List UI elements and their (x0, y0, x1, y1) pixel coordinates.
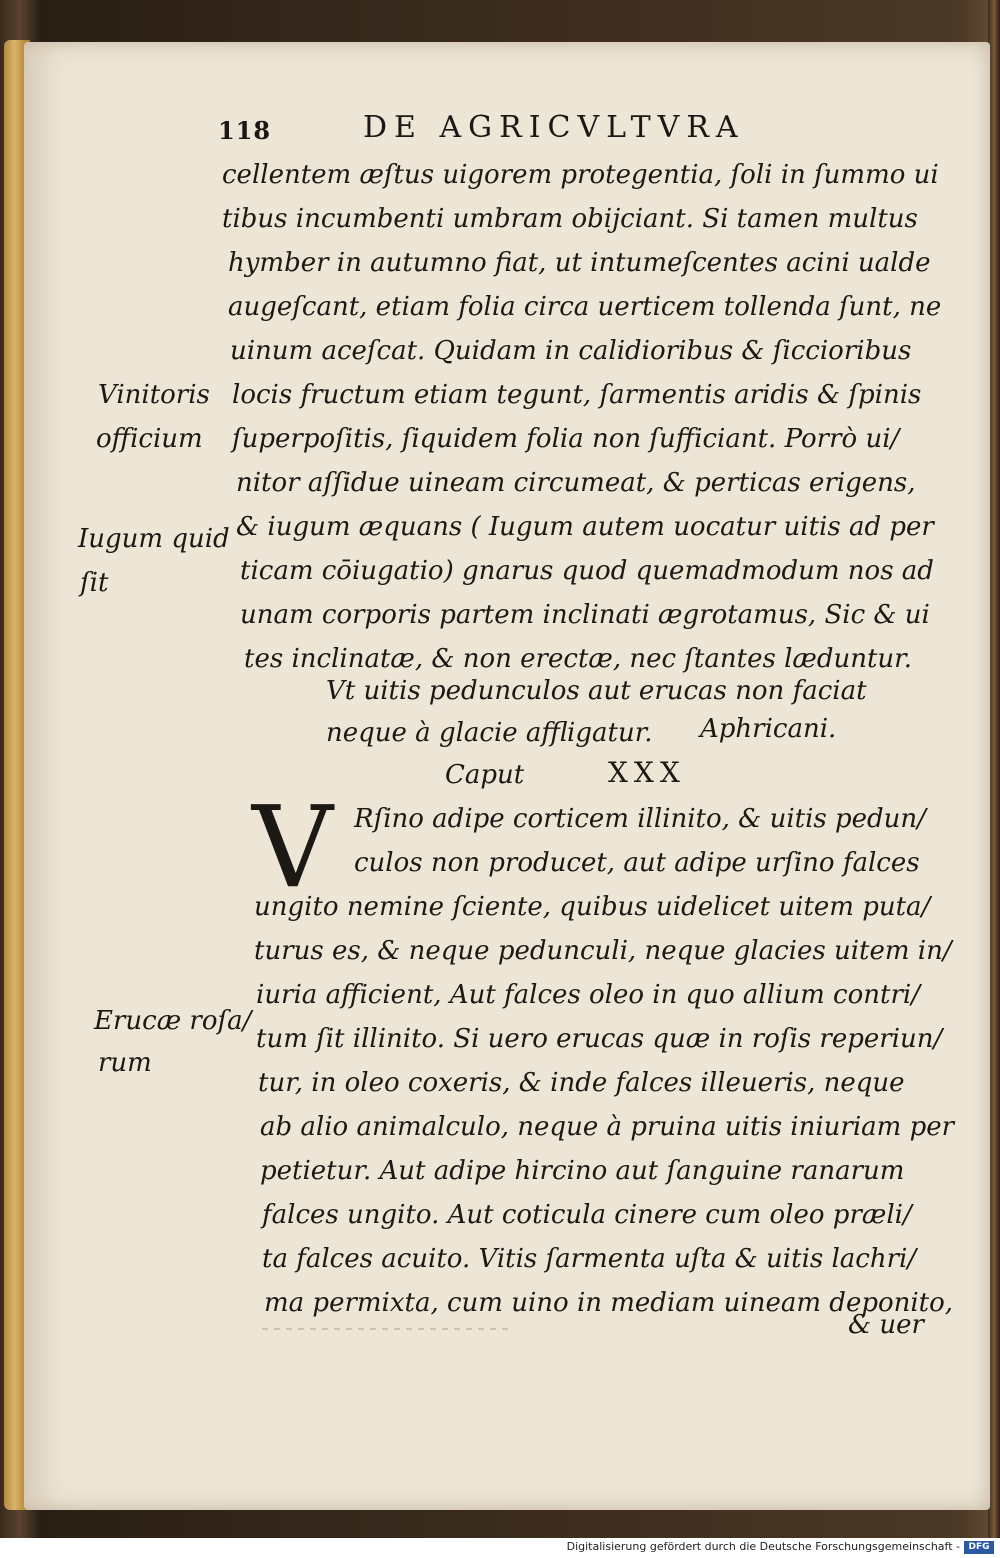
margin-note: Vinitoris (98, 380, 210, 410)
text-line: petietur. Aut adipe hircino aut ſanguine ranarum (260, 1156, 905, 1186)
text-line: uinum aceſcat. Quidam in calidioribus & ſiccioribus (230, 336, 912, 366)
text-line: cellentem æſtus uigorem protegentia, ſoli in ſummo ui (222, 160, 939, 190)
drop-cap: V (252, 783, 333, 913)
text-line: falces ungito. Aut coticula cinere cum oleo præli/ (262, 1200, 912, 1230)
text-line: ticam cōiugatio) gnarus quod quemadmodum nos ad (240, 556, 934, 586)
footer-bar (0, 1538, 1000, 1558)
margin-note: rum (98, 1048, 152, 1078)
catchword: & uer (848, 1310, 924, 1340)
margin-note: Iugum quid (78, 524, 230, 554)
text-line: Rſino adipe corticem illinito, & uitis pedun/ (354, 804, 926, 834)
chapter-heading-line: Vt uitis pedunculos aut erucas non faciat (326, 676, 867, 706)
text-line: ab alio animalculo, neque à pruina uitis iniuriam per (260, 1112, 955, 1142)
caput-number: XXX (608, 756, 686, 789)
text-line: nitor aſſidue uineam circumeat, & perticas erigens, (236, 468, 916, 498)
text-line: hymber in autumno fiat, ut intumeſcentes acini ualde (228, 248, 931, 278)
text-line: iuria afficient, Aut falces oleo in quo allium contri/ (256, 980, 920, 1010)
text-line: ma permixta, cum uino in mediam uineam deponito, (264, 1288, 954, 1318)
footer-credit: Digitalisierung gefördert durch die Deutsche Forschungsgemeinschaft - (566, 1540, 960, 1553)
page-header (218, 110, 778, 150)
chapter-heading-line: neque à glacie affligatur. (326, 718, 653, 748)
text-line: tur, in oleo coxeris, & inde falces illeueris, neque (258, 1068, 905, 1098)
text-line: culos non producet, aut adipe urſino falces (354, 848, 920, 878)
margin-note: ſit (80, 568, 109, 598)
margin-note: Erucæ roſa/ (94, 1006, 252, 1036)
text-line: ſuperpoſitis, ſiquidem folia non ſufficiant. Porrò ui/ (232, 424, 900, 454)
text-line: augeſcant, etiam folia circa uerticem tollenda ſunt, ne (228, 292, 942, 322)
chapter-heading-source: Aphricani. (700, 714, 837, 744)
text-line: turus es, & neque pedunculi, neque glacies uitem in/ (254, 936, 952, 966)
text-line: tibus incumbenti umbram obijciant. Si tamen multus (222, 204, 918, 234)
text-line: tum ſit illinito. Si uero erucas quæ in roſis reperiun/ (256, 1024, 943, 1054)
text-line: ungito nemine ſciente, quibus uidelicet uitem puta/ (254, 892, 931, 922)
text-line: & iugum æquans ( Iugum autem uocatur uitis ad per (236, 512, 934, 542)
margin-note: officium (96, 424, 203, 454)
dfg-logo: DFG (964, 1541, 994, 1554)
text-line: locis fructum etiam tegunt, ſarmentis aridis & ſpinis (232, 380, 922, 410)
text-line: tes inclinatæ, & non erectæ, nec ſtantes læduntur. (244, 644, 912, 674)
page-number: 118 (218, 116, 272, 145)
caput-label: Caput (445, 760, 525, 790)
text-line: unam corporis partem inclinati ægrotamus, Sic & ui (240, 600, 930, 630)
ink-trace (262, 1328, 512, 1330)
running-title: DE AGRICVLTVRA (363, 110, 745, 145)
text-line: ta falces acuito. Vitis ſarmenta uſta & uitis lachri/ (262, 1244, 917, 1274)
